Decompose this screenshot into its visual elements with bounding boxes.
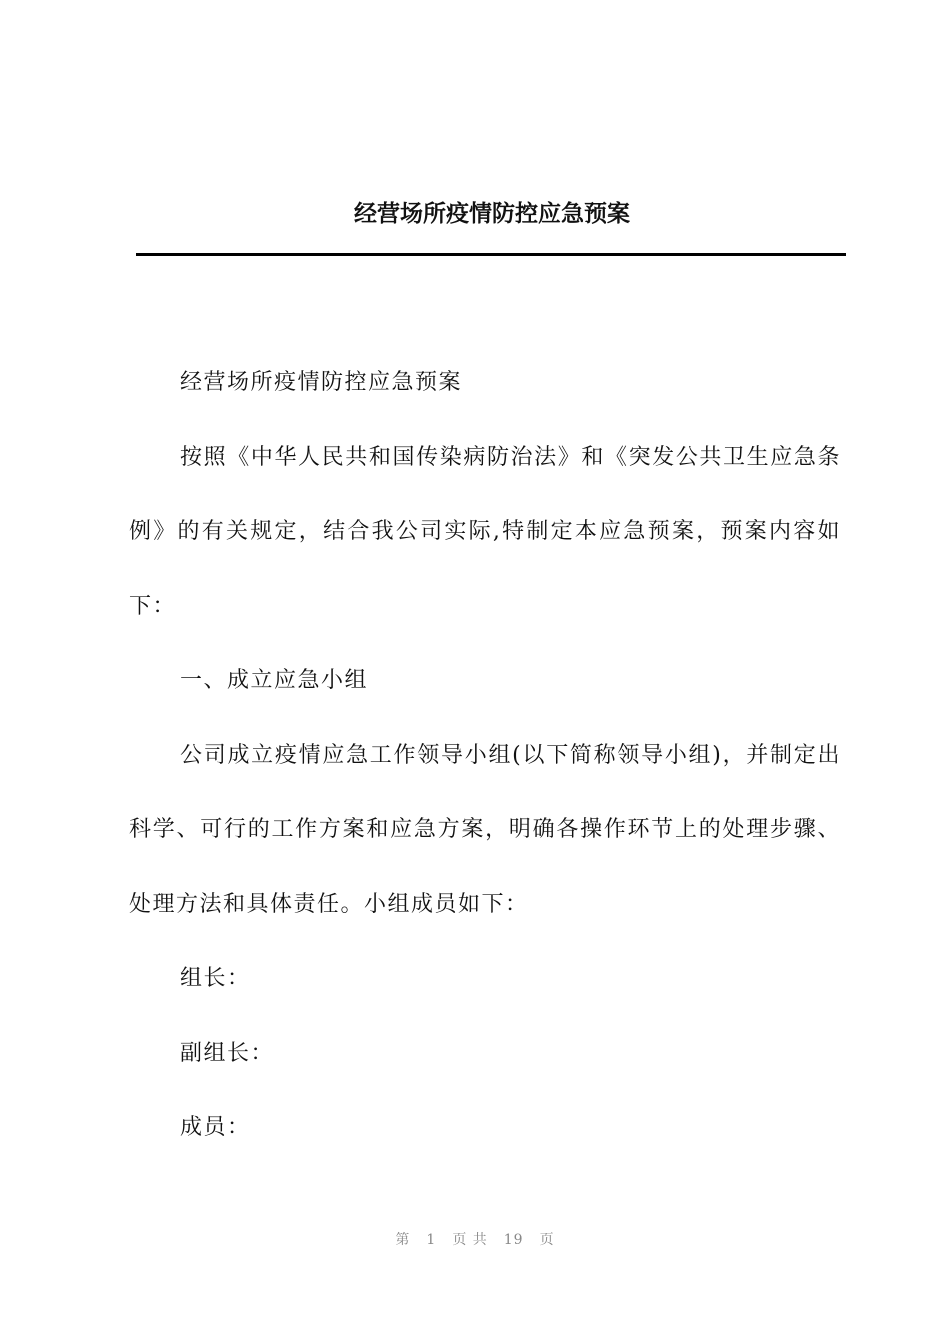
paragraph-leader: 组长： [180, 966, 251, 991]
footer-total-pages: 19 [503, 1232, 524, 1248]
paragraph-heading: 经营场所疫情防控应急预案 [180, 370, 463, 395]
footer-current-page: 1 [426, 1232, 437, 1248]
paragraph-leadership-group: 公司成立疫情应急工作领导小组(以下简称领导小组)，并制定出科学、可行的工作方案和应急方案，明确各操作环节上的处理步骤、处理方法和具体责任。小组成员如下： [129, 742, 841, 917]
footer-prefix: 第 [395, 1232, 411, 1248]
paragraph-intro: 按照《中华人民共和国传染病防治法》和《突发公共卫生应急条例》的有关规定，结合我公司实际,特制定本应急预案，预案内容如下： [129, 444, 841, 619]
paragraph-section-one: 一、成立应急小组 [180, 668, 369, 693]
paragraph-members: 成员： [180, 1115, 251, 1140]
title-divider [136, 253, 846, 256]
footer-suffix: 页 [539, 1232, 555, 1248]
paragraph-deputy-leader: 副组长： [180, 1040, 275, 1066]
document-body [129, 346, 841, 1166]
page-footer [0, 1230, 950, 1250]
document-title: 经营场所疫情防控应急预案 [354, 201, 630, 227]
footer-middle: 页 共 [452, 1232, 488, 1248]
